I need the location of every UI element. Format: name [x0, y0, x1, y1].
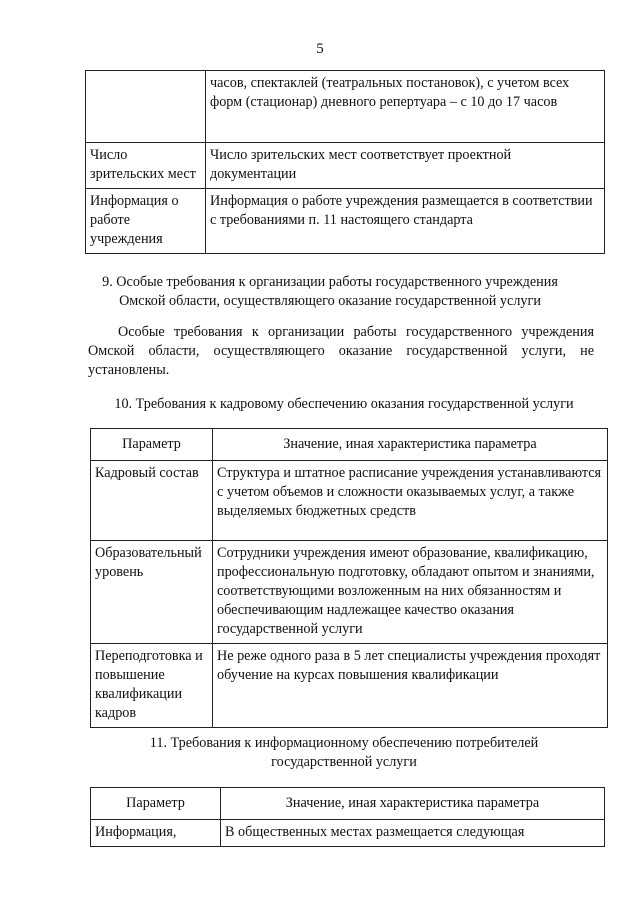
value-cell: Не реже одного раза в 5 лет специалисты учреждения проходят обучение на курсах повышения квалификации [213, 644, 608, 728]
param-cell: Образовательный уровень [91, 541, 213, 644]
page-number: 5 [316, 41, 324, 57]
value-cell: В общественных местах размещается следующая [221, 820, 605, 847]
param-cell: Число зрительских мест [86, 143, 206, 189]
value-cell: Информация о работе учреждения размещается в соответствии с требованиями п. 11 настоящего стандарта [206, 189, 605, 254]
section-11-heading: 11. Требования к информационному обеспечению потребителей государственной услуги [149, 735, 539, 770]
header-value: Значение, иная характеристика параметра [221, 788, 605, 820]
param-cell [86, 71, 206, 143]
table-row [91, 644, 608, 728]
table-row [91, 541, 608, 644]
value-cell: часов, спектаклей (театральных постановок), с учетом всех форм (стационар) дневного репертуара – с 10 до 17 часов [206, 71, 605, 143]
table-row [86, 189, 605, 254]
information-table [90, 787, 605, 847]
value-cell: Сотрудники учреждения имеют образование, квалификацию, профессиональную подготовку, обладают опытом и знаниями, соответствующими возложенным на них обязанностям и обеспечивающим надлежащее качество оказания государственной услуги [213, 541, 608, 644]
table-row [86, 143, 605, 189]
value-cell: Структура и штатное расписание учреждения устанавливаются с учетом объемов и сложности оказываемых услуг, а также выделяемых бюджетных средств [213, 461, 608, 541]
header-param: Параметр [91, 429, 213, 461]
section-9-heading: 9. Особые требования к организации работы государственного учреждения Омской области, осуществляющего оказание государственной услуги [102, 274, 558, 309]
table-row [91, 820, 605, 847]
staffing-table [90, 428, 608, 728]
header-value: Значение, иная характеристика параметра [213, 429, 608, 461]
table-row [91, 461, 608, 541]
section-10-heading: 10. Требования к кадровому обеспечению оказания государственной услуги [114, 396, 574, 412]
param-cell: Информация, [91, 820, 221, 847]
section-9-paragraph: Особые требования к организации работы государственного учреждения Омской области, осуществляющего оказание государственной услуги, не установлены. [88, 324, 594, 378]
service-hours-table [85, 70, 605, 254]
table-row [86, 71, 605, 143]
param-cell: Информация о работе учреждения [86, 189, 206, 254]
table-header [91, 429, 608, 461]
param-cell: Кадровый состав [91, 461, 213, 541]
param-cell: Переподготовка и повышение квалификации кадров [91, 644, 213, 728]
value-cell: Число зрительских мест соответствует проектной документации [206, 143, 605, 189]
header-param: Параметр [91, 788, 221, 820]
table-header [91, 788, 605, 820]
